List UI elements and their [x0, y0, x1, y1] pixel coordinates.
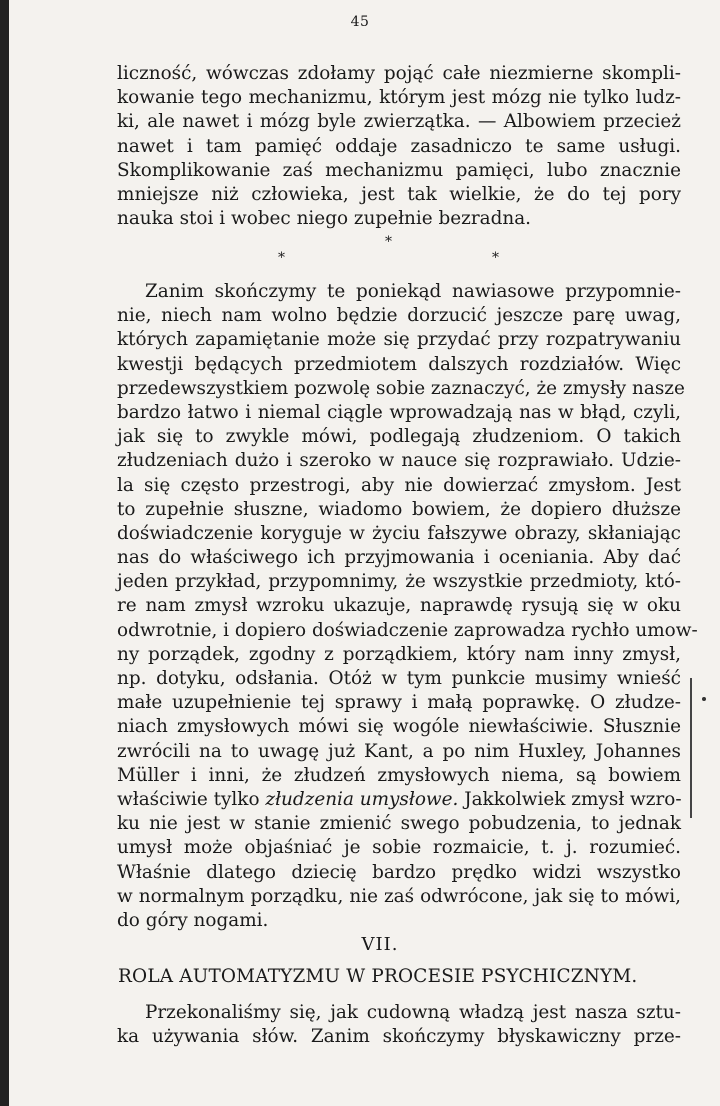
text-line: np. dotyku, odsłania. Otóż w tym punkcie musimy wnieść	[117, 668, 681, 689]
separator-asterisk: *	[278, 250, 285, 266]
text-line: nauka stoi i wobec niego zupełnie bezradna.	[117, 208, 532, 230]
text-line: to zupełnie słuszne, wiadomo bowiem, że dopiero dłuższe	[117, 498, 681, 520]
text-line: Właśnie dlatego dziecię bardzo prędko widzi wszystko	[117, 861, 681, 883]
text-line: ki, ale nawet i mózg byle zwierzątka. — Albowiem przecież	[117, 111, 681, 133]
text-line: w normalnym porządku, nie zaś odwrócone, jak się to mówi,	[117, 885, 681, 907]
text-line: przedewszystkiem pozwolę sobie zaznaczyć, że zmysły nasze	[117, 377, 685, 399]
paragraph-3	[117, 1001, 681, 1049]
text-line: bardzo łatwo i niemal ciągle wprowadzają nas w błąd, czyli,	[117, 401, 681, 423]
text-line: liczność, wówczas zdołamy pojąć całe niezmierne skompli-	[117, 63, 681, 84]
text-segment: Jakkolwiek zmysł wzro-	[458, 788, 682, 810]
paragraph-1	[117, 62, 681, 231]
text-line: nawet i tam pamięć oddaje zasadniczo te same usługi.	[117, 135, 681, 157]
emphasized-phrase: złudzenia umysłowe.	[265, 788, 459, 810]
paragraph-2	[117, 280, 698, 933]
text-line: małe uzupełnienie tej sprawy i małą poprawkę. O złudze-	[117, 692, 681, 714]
text-line: kwestji będących przedmiotem dalszych rozdziałów. Więc	[117, 353, 681, 375]
text-line: złudzeniach dużo i szeroko w nauce się rozprawiało. Udzie-	[117, 450, 681, 472]
text-line: jeden przykład, przypomnimy, że wszystkie przedmioty, któ-	[117, 571, 681, 593]
text-line: zwrócili na to uwagę już Kant, a po nim Huxley, Johannes	[117, 740, 681, 762]
text-line: umysł może objaśniać je sobie rozmaicie, t. j. rozumieć.	[117, 837, 681, 859]
text-line: jak się to zwykle mówi, podlegają złudzeniom. O takich	[117, 426, 681, 448]
text-line: mniejsze niż człowieka, jest tak wielkie, że do tej pory	[117, 183, 681, 205]
text-line: ka używania słów. Zanim skończymy błyskawiczny prze-	[117, 1026, 681, 1048]
margin-dot-mark	[702, 697, 706, 701]
text-line: nie, niech nam wolno będzie dorzucić jeszcze parę uwag,	[117, 305, 681, 327]
margin-pencil-mark	[690, 678, 692, 818]
text-line: la się często przestrogi, aby nie dowierzać zmysłom. Jest	[117, 474, 681, 496]
text-line: re nam zmysł wzroku ukazuje, naprawdę rysują się w oku	[117, 595, 681, 617]
page-number: 45	[350, 14, 370, 30]
text-line: Müller i inni, że złudzeń zmysłowych niema, są bowiem	[117, 764, 681, 786]
text-line: odwrotnie, i dopiero doświadczenie zaprowadza rychło umow-	[117, 619, 698, 641]
text-line: do góry nogami.	[117, 909, 269, 931]
text-segment: właściwie tylko	[117, 788, 266, 810]
text-line: Przekonaliśmy się, jak cudowną władzą jest nasza sztu-	[145, 1002, 681, 1023]
separator-asterisk: *	[492, 250, 499, 266]
text-line: ny porządek, zgodny z porządkiem, który nam inny zmysł,	[117, 643, 681, 665]
text-line: nas do właściwego ich przyjmowania i oceniania. Aby dać	[117, 547, 681, 569]
text-line: których zapamiętanie może się przydać przy rozpatrywaniu	[117, 329, 681, 351]
text-line-with-emphasis	[117, 788, 681, 812]
text-line: kowanie tego mechanizmu, którym jest mózg nie tylko ludz-	[117, 87, 681, 109]
separator-asterisk: *	[385, 234, 392, 250]
text-line: doświadczenie koryguje w życiu fałszywe obrazy, skłaniając	[117, 522, 681, 544]
chapter-title: ROLA AUTOMATYZMU W PROCESIE PSYCHICZNYM.	[118, 966, 638, 987]
text-line: niach zmysłowych mówi się wogóle niewłaściwie. Słusznie	[117, 716, 681, 738]
chapter-number: VII.	[361, 934, 399, 955]
text-line: Zanim skończymy te poniekąd nawiasowe przypomnie-	[145, 281, 681, 302]
section-separator	[255, 234, 515, 270]
text-line: Skomplikowanie zaś mechanizmu pamięci, lubo znacznie	[117, 159, 681, 181]
text-line: ku nie jest w stanie zmienić swego pobudzenia, to jednak	[117, 813, 681, 835]
